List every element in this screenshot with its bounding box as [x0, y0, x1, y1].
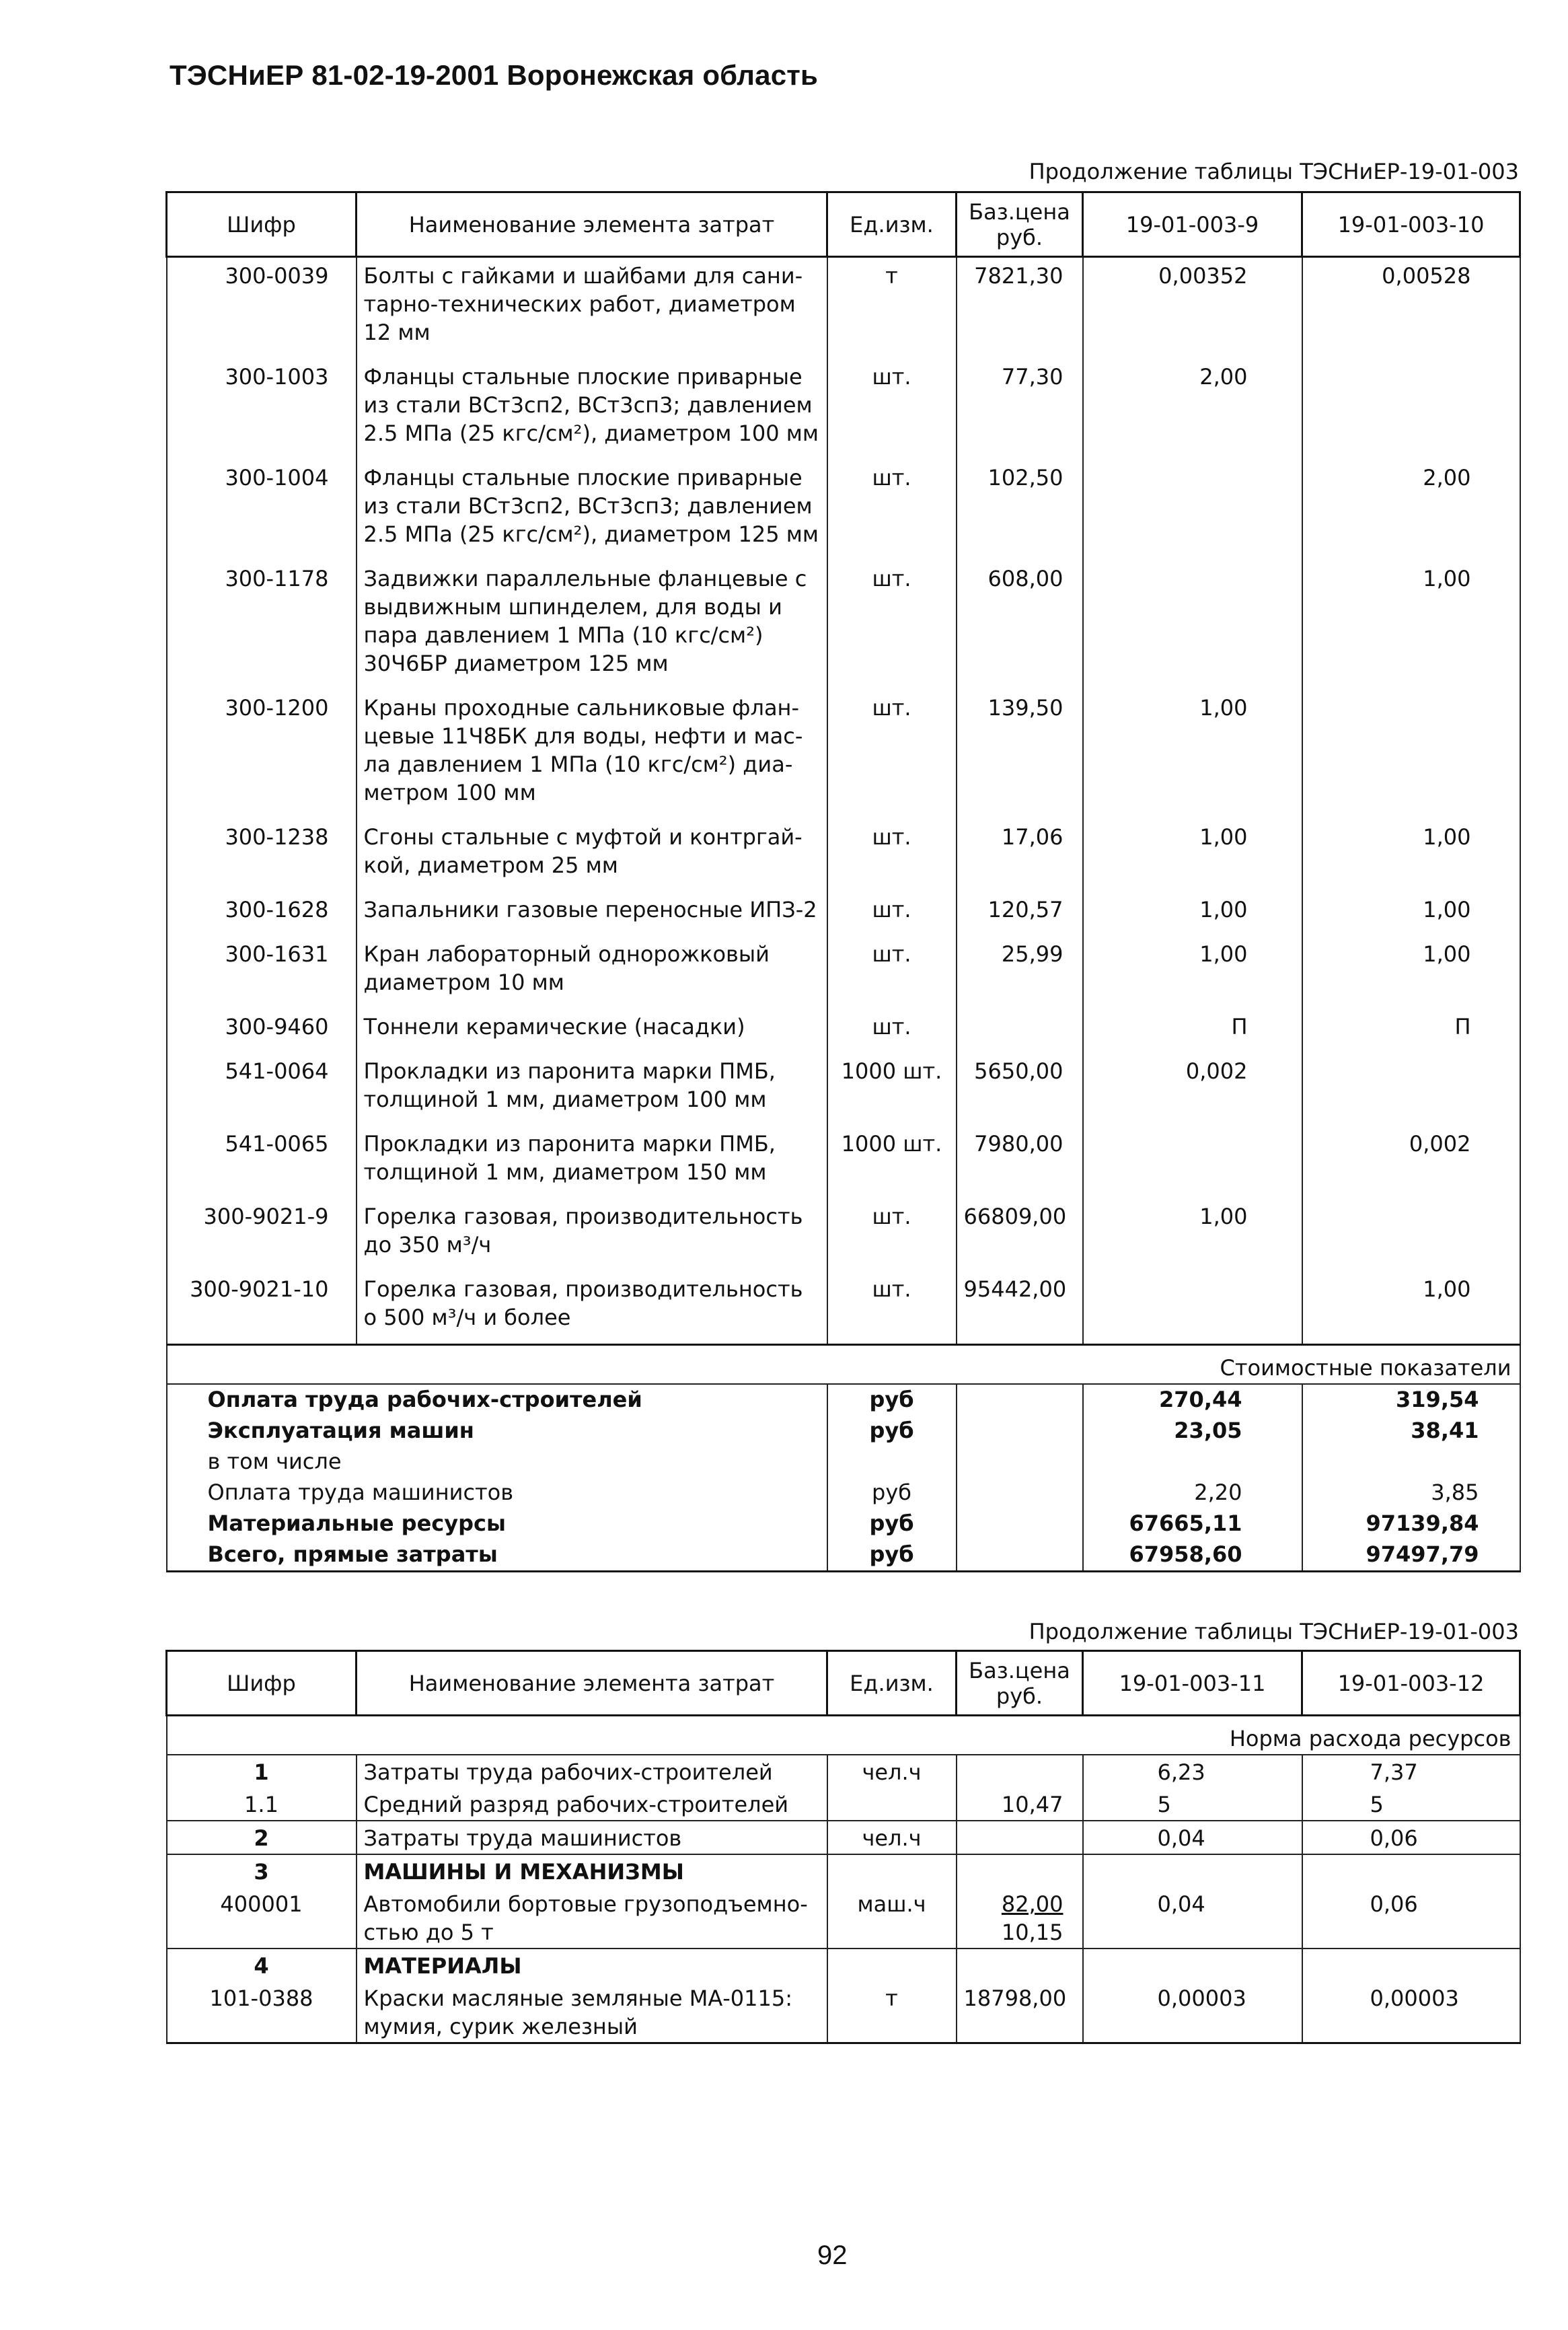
cell-code: 400001	[167, 1887, 357, 1949]
summary-value-a: 67958,60	[1083, 1539, 1302, 1572]
cell-norm-b: 1,00	[1302, 891, 1520, 936]
col-header-name: Наименование элемента затрат	[357, 1651, 827, 1716]
summary-label: Эксплуатация машин	[167, 1416, 827, 1447]
cell-price	[957, 1949, 1083, 1981]
cell-norm-a: 0,04	[1083, 1887, 1302, 1949]
summary-value-b: 97139,84	[1302, 1508, 1520, 1539]
cell-name: Прокладки из паронита марки ПМБ, толщиной 1 мм, диаметром 150 мм	[357, 1126, 827, 1198]
cell-norm-a: 1,00	[1083, 819, 1302, 891]
cell-name: Кран лабораторный однорожковый диаметром 10 мм	[357, 936, 827, 1009]
table-row	[167, 1271, 1520, 1345]
cell-unit	[827, 1788, 957, 1821]
cell-name: Сгоны стальные с муфтой и контргай-кой, диаметром 25 мм	[357, 819, 827, 891]
summary-row	[167, 1478, 1520, 1508]
cell-norm-b: 2,00	[1302, 460, 1520, 560]
table2-header-row	[167, 1651, 1520, 1716]
cell-price: 139,50	[957, 690, 1083, 819]
summary-label: Всего, прямые затраты	[167, 1539, 827, 1572]
cell-name: Затраты труда машинистов	[357, 1821, 827, 1854]
cell-code: 300-1200	[167, 690, 357, 819]
cell-norm-b	[1302, 690, 1520, 819]
table1-continuation-caption: Продолжение таблицы ТЭСНиЕР-19-01-003	[1029, 159, 1519, 184]
col-header-base-price: Баз.цена руб.	[957, 1651, 1083, 1716]
cell-price: 17,06	[957, 819, 1083, 891]
cell-norm-b: 0,00528	[1302, 257, 1520, 359]
col-header-unit: Ед.изм.	[827, 1651, 957, 1716]
cell-unit	[827, 1854, 957, 1887]
cell-unit	[827, 1949, 957, 1981]
cell-norm-b: 5	[1302, 1788, 1520, 1821]
summary-row	[167, 1416, 1520, 1447]
summary-row	[167, 1384, 1520, 1416]
cell-norm-a: 5	[1083, 1788, 1302, 1821]
cell-norm-b: 0,00003	[1302, 1981, 1520, 2043]
summary-unit: руб	[827, 1508, 957, 1539]
cell-price: 25,99	[957, 936, 1083, 1009]
section-heading: МАШИНЫ И МЕХАНИЗМЫ	[357, 1854, 827, 1887]
cell-price	[957, 1854, 1083, 1887]
col-header-norm-10: 19-01-003-10	[1302, 192, 1520, 257]
cell-code: 541-0064	[167, 1053, 357, 1126]
cell-name: Фланцы стальные плоские приварные из стали ВСт3сп2, ВСт3сп3; давлением 2.5 МПа (25 кгс/см²), диаметром 100 мм	[357, 359, 827, 460]
cell-name: Горелка газовая, производительность о 500 м³/ч и более	[357, 1271, 827, 1345]
cell-unit: т	[827, 1981, 957, 2043]
cell-name: Затраты труда рабочих-строителей	[357, 1755, 827, 1788]
cell-unit: чел.ч	[827, 1821, 957, 1854]
cell-norm-a: 6,23	[1083, 1755, 1302, 1788]
table-row	[167, 891, 1520, 936]
col-header-code: Шифр	[167, 1651, 357, 1716]
cell-name: Краны проходные сальниковые флан-цевые 11Ч8БК для воды, нефти и мас-ла давлением 1 МПа (10 кгс/см²) диа-метром 100 мм	[357, 690, 827, 819]
cell-code: 300-1631	[167, 936, 357, 1009]
table-row	[167, 359, 1520, 460]
table-row	[167, 1126, 1520, 1198]
cell-code: 2	[167, 1821, 357, 1854]
cell-code: 300-1004	[167, 460, 357, 560]
cell-norm-b	[1302, 1198, 1520, 1271]
table-row	[167, 1053, 1520, 1126]
document-title: ТЭСНиЕР 81-02-19-2001 Воронежская область	[170, 59, 819, 91]
summary-value-a: 2,20	[1083, 1478, 1302, 1508]
table-row	[167, 1009, 1520, 1053]
cell-norm-a: 1,00	[1083, 1198, 1302, 1271]
cell-code: 300-9021-9	[167, 1198, 357, 1271]
table-row	[167, 819, 1520, 891]
summary-value-b: 38,41	[1302, 1416, 1520, 1447]
cell-code: 300-9460	[167, 1009, 357, 1053]
summary-label: Оплата труда рабочих-строителей	[167, 1384, 827, 1416]
cell-price: 18798,00	[957, 1981, 1083, 2043]
cell-code: 4	[167, 1949, 357, 1981]
resource-table-1	[165, 191, 1521, 1572]
cell-norm-b: 0,06	[1302, 1821, 1520, 1854]
cell-code: 1	[167, 1755, 357, 1788]
cell-code: 300-1003	[167, 359, 357, 460]
summary-value-b: 319,54	[1302, 1384, 1520, 1416]
cell-norm-a	[1083, 1854, 1302, 1887]
cell-price: 7980,00	[957, 1126, 1083, 1198]
cell-norm-a: 0,00003	[1083, 1981, 1302, 2043]
section-row-machines	[167, 1854, 1520, 1887]
cell-unit: шт.	[827, 460, 957, 560]
cell-name: Прокладки из паронита марки ПМБ, толщиной 1 мм, диаметром 100 мм	[357, 1053, 827, 1126]
cell-norm-a: 0,002	[1083, 1053, 1302, 1126]
cell-unit: маш.ч	[827, 1887, 957, 1949]
table-row	[167, 1821, 1520, 1854]
cell-norm-b: 1,00	[1302, 936, 1520, 1009]
cell-name: Горелка газовая, производительность до 350 м³/ч	[357, 1198, 827, 1271]
cell-price: 77,30	[957, 359, 1083, 460]
section-heading: МАТЕРИАЛЫ	[357, 1949, 827, 1981]
col-header-base-price: Баз.цена руб.	[957, 192, 1083, 257]
cell-code: 541-0065	[167, 1126, 357, 1198]
cell-code: 300-0039	[167, 257, 357, 359]
cell-norm-b: 0,06	[1302, 1887, 1520, 1949]
cell-name: Задвижки параллельные фланцевые с выдвижным шпинделем, для воды и пара давлением 1 МПа (10 кгс/см²) 30Ч6БР диаметром 125 мм	[357, 560, 827, 690]
table2-continuation-caption: Продолжение таблицы ТЭСНиЕР-19-01-003	[1029, 1619, 1519, 1644]
table-row	[167, 690, 1520, 819]
cell-norm-a	[1083, 1949, 1302, 1981]
table-row	[167, 1198, 1520, 1271]
col-header-norm-12: 19-01-003-12	[1302, 1651, 1520, 1716]
cell-price	[957, 1887, 1083, 1949]
summary-value-a	[1083, 1447, 1302, 1478]
norm-caption: Норма расхода ресурсов	[167, 1716, 1520, 1755]
summary-unit: руб	[827, 1478, 957, 1508]
summary-value-b: 97497,79	[1302, 1539, 1520, 1572]
table-row	[167, 1887, 1520, 1949]
cell-price: 10,47	[957, 1788, 1083, 1821]
cell-price	[957, 1755, 1083, 1788]
summary-label: в том числе	[167, 1447, 827, 1478]
cell-unit: шт.	[827, 359, 957, 460]
cell-price: 5650,00	[957, 1053, 1083, 1126]
cell-code: 3	[167, 1854, 357, 1887]
table-row	[167, 1788, 1520, 1821]
cell-norm-a: 1,00	[1083, 891, 1302, 936]
cell-code: 300-1238	[167, 819, 357, 891]
cell-price: 66809,00	[957, 1198, 1083, 1271]
col-header-name: Наименование элемента затрат	[357, 192, 827, 257]
cell-price: 102,50	[957, 460, 1083, 560]
cell-price: 608,00	[957, 560, 1083, 690]
page-number: 92	[817, 2241, 848, 2270]
cell-norm-a: 1,00	[1083, 936, 1302, 1009]
table-row	[167, 560, 1520, 690]
cell-name: Средний разряд рабочих-строителей	[357, 1788, 827, 1821]
cell-price	[957, 1821, 1083, 1854]
summary-value-a: 23,05	[1083, 1416, 1302, 1447]
cell-price: 7821,30	[957, 257, 1083, 359]
cost-indicators-caption: Стоимостные показатели	[167, 1345, 1520, 1385]
cell-unit: шт.	[827, 819, 957, 891]
summary-unit: руб	[827, 1539, 957, 1572]
cell-name: Запальники газовые переносные ИПЗ-2	[357, 891, 827, 936]
table-row	[167, 460, 1520, 560]
cell-unit: шт.	[827, 690, 957, 819]
cell-unit: т	[827, 257, 957, 359]
cell-price	[957, 1009, 1083, 1053]
col-header-norm-11: 19-01-003-11	[1083, 1651, 1302, 1716]
cell-name: Автомобили бортовые грузоподъемно-стью до 5 т	[357, 1887, 827, 1949]
table-row	[167, 257, 1520, 359]
table-row	[167, 1755, 1520, 1788]
col-header-code: Шифр	[167, 192, 357, 257]
summary-label: Материальные ресурсы	[167, 1508, 827, 1539]
cell-unit: 1000 шт.	[827, 1053, 957, 1126]
summary-value-b	[1302, 1447, 1520, 1478]
table1-header-row	[167, 192, 1520, 257]
cell-price-main: 82,00	[1001, 1891, 1063, 1917]
summary-row	[167, 1447, 1520, 1478]
cell-norm-a: П	[1083, 1009, 1302, 1053]
cell-name: Фланцы стальные плоские приварные из стали ВСт3сп2, ВСт3сп3; давлением 2.5 МПа (25 кгс/см²), диаметром 125 мм	[357, 460, 827, 560]
summary-row	[167, 1508, 1520, 1539]
cell-norm-b	[1302, 1053, 1520, 1126]
cell-norm-b	[1302, 1854, 1520, 1887]
cell-code: 300-1628	[167, 891, 357, 936]
cell-norm-b: 1,00	[1302, 560, 1520, 690]
cell-unit: шт.	[827, 1009, 957, 1053]
cell-code: 300-1178	[167, 560, 357, 690]
summary-unit: руб	[827, 1384, 957, 1416]
cell-code: 1.1	[167, 1788, 357, 1821]
cell-norm-b	[1302, 1949, 1520, 1981]
cell-unit: шт.	[827, 1271, 957, 1345]
cell-price: 95442,00	[957, 1271, 1083, 1345]
cell-norm-a	[1083, 1126, 1302, 1198]
cell-unit: чел.ч	[827, 1755, 957, 1788]
cell-norm-b: 7,37	[1302, 1755, 1520, 1788]
cell-norm-a	[1083, 1271, 1302, 1345]
cell-norm-a: 0,00352	[1083, 257, 1302, 359]
cell-unit: 1000 шт.	[827, 1126, 957, 1198]
cell-price: 120,57	[957, 891, 1083, 936]
cell-norm-a: 1,00	[1083, 690, 1302, 819]
cell-norm-b: 1,00	[1302, 819, 1520, 891]
cell-norm-a: 0,04	[1083, 1821, 1302, 1854]
col-header-norm-9: 19-01-003-9	[1083, 192, 1302, 257]
col-header-unit: Ед.изм.	[827, 192, 957, 257]
table-row	[167, 936, 1520, 1009]
table-row	[167, 1981, 1520, 2043]
summary-unit: руб	[827, 1416, 957, 1447]
cell-norm-a	[1083, 560, 1302, 690]
cell-name: Краски масляные земляные МА-0115: мумия, сурик железный	[357, 1981, 827, 2043]
summary-label: Оплата труда машинистов	[167, 1478, 827, 1508]
cost-indicators-caption-row	[167, 1345, 1520, 1385]
cell-name: Тоннели керамические (насадки)	[357, 1009, 827, 1053]
cell-norm-b: П	[1302, 1009, 1520, 1053]
cell-norm-a	[1083, 460, 1302, 560]
section-row-materials	[167, 1949, 1520, 1981]
cell-code: 101-0388	[167, 1981, 357, 2043]
cell-unit: шт.	[827, 936, 957, 1009]
summary-value-b: 3,85	[1302, 1478, 1520, 1508]
cell-norm-b: 1,00	[1302, 1271, 1520, 1345]
cell-norm-b: 0,002	[1302, 1126, 1520, 1198]
summary-value-a: 67665,11	[1083, 1508, 1302, 1539]
cell-unit: шт.	[827, 1198, 957, 1271]
summary-unit	[827, 1447, 957, 1478]
cell-norm-b	[1302, 359, 1520, 460]
cell-unit: шт.	[827, 891, 957, 936]
cell-norm-a: 2,00	[1083, 359, 1302, 460]
norm-caption-row	[167, 1716, 1520, 1755]
cell-price-secondary: 10,15	[1001, 1920, 1063, 1945]
resource-table-2	[165, 1650, 1521, 2044]
summary-row	[167, 1539, 1520, 1572]
cell-code: 300-9021-10	[167, 1271, 357, 1345]
cell-unit: шт.	[827, 560, 957, 690]
summary-value-a: 270,44	[1083, 1384, 1302, 1416]
cell-name: Болты с гайками и шайбами для сани-тарно-технических работ, диаметром 12 мм	[357, 257, 827, 359]
